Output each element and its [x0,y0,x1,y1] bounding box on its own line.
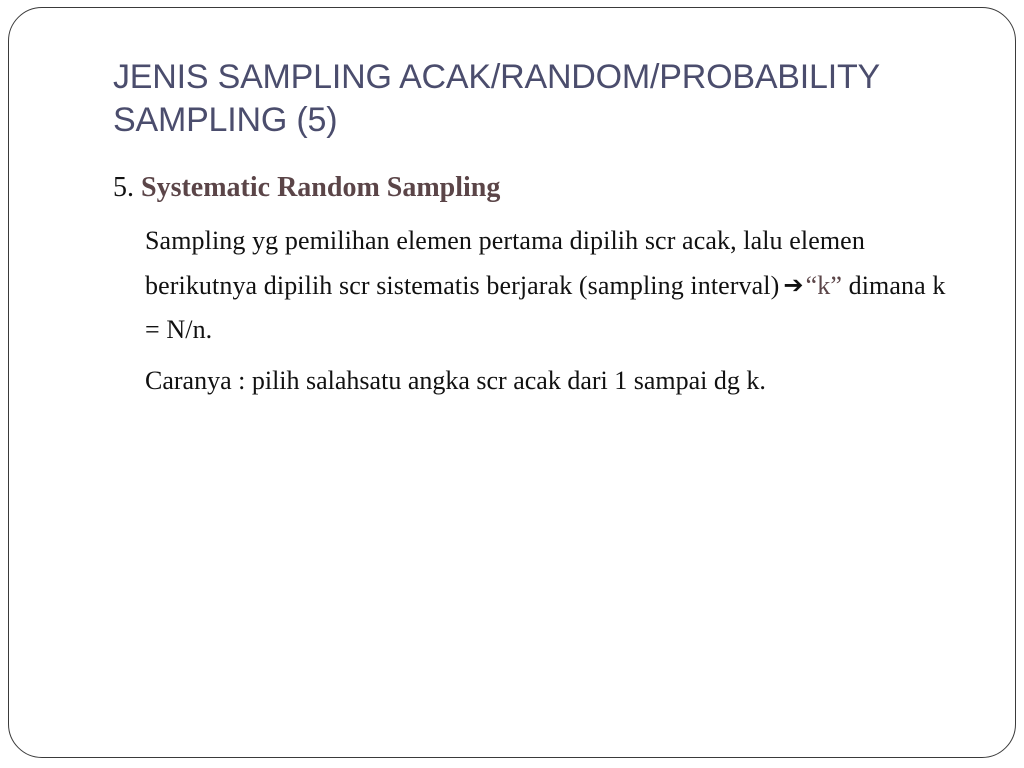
item-number: 5. [113,172,134,203]
item-heading: Systematic Random Sampling [141,172,501,203]
slide-body [113,168,963,403]
paragraph-definition-text: Sampling yg pemilihan elemen pertama dipilih scr acak, lalu elemen berikutnya dipilih scr sistematis berjarak (sampling interval) [145,226,865,300]
list-item-heading [113,168,963,208]
k-symbol: “k” [805,271,842,300]
slide-title: JENIS SAMPLING ACAK/RANDOM/PROBABILITY SAMPLING (5) [113,58,880,139]
formula-text: dimana k = N/n. [145,271,946,344]
paragraph-method: Caranya : pilih salahsatu angka scr acak dari 1 sampai dg k. [145,366,766,395]
paragraph-definition [113,219,963,352]
right-arrow-icon: ➔ [783,271,804,299]
